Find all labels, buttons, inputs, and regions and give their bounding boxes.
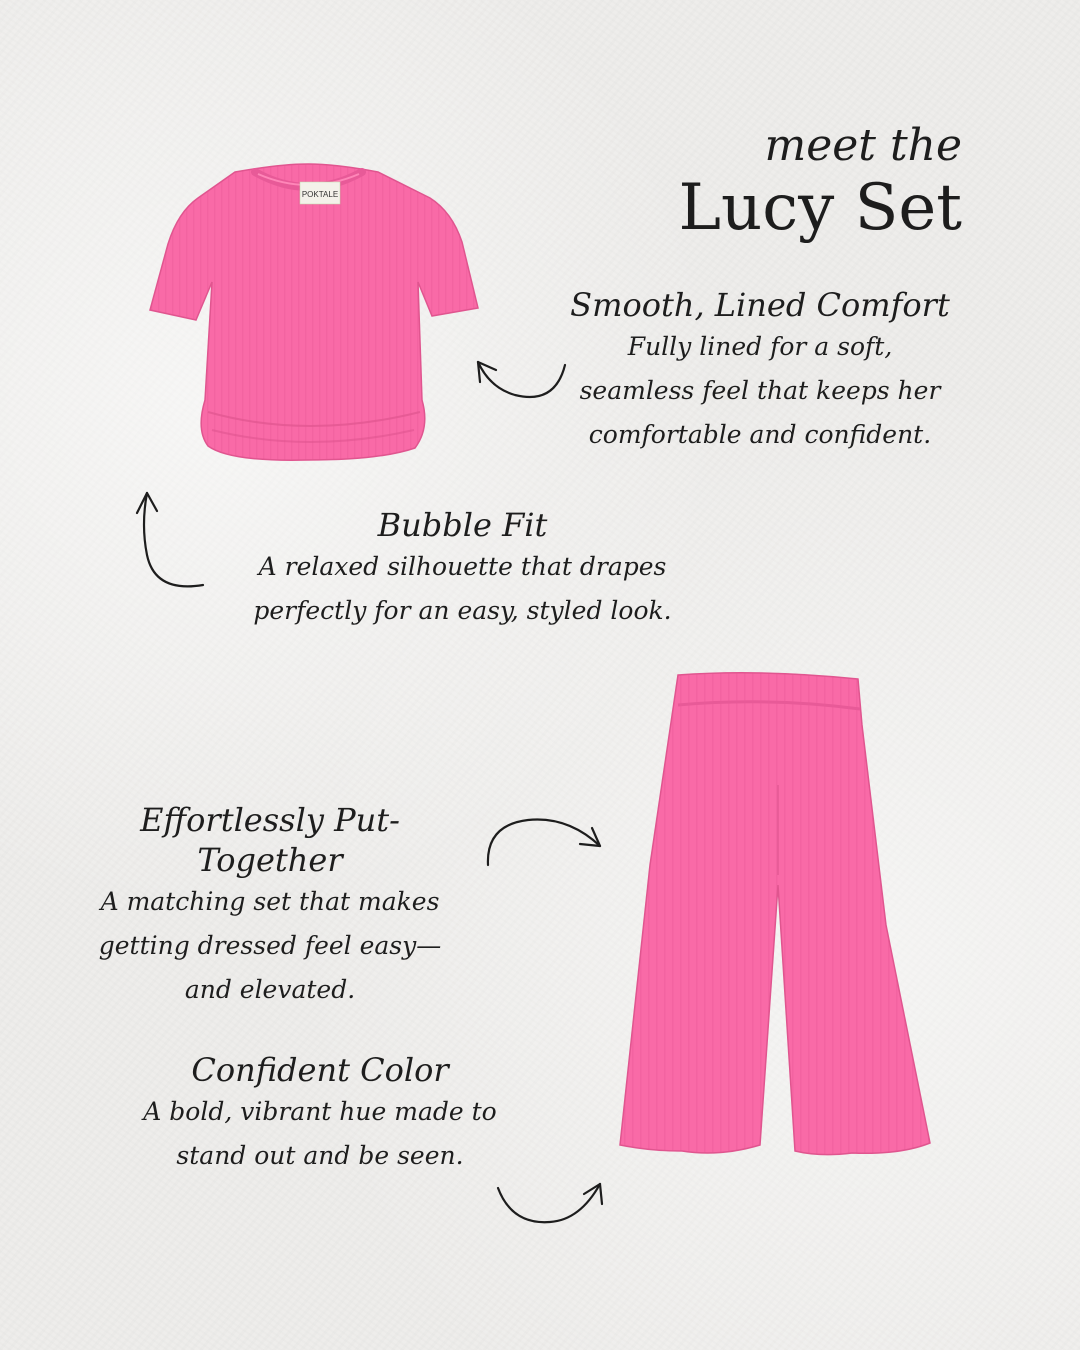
tshirt-image [130,150,500,470]
feature-description-line: A bold, vibrant hue made to [143,1097,497,1126]
feature-title: Effortlessly Put-Together [140,801,400,879]
feature-description [235,545,690,633]
feature-description-line: A relaxed silhouette that drapes [258,552,667,581]
feature-title: Smooth, Lined Comfort [570,286,950,324]
feature-description-line: perfectly for an easy, styled look. [253,596,672,625]
feature-confident-color [120,1050,520,1178]
feature-description-line: getting dressed feel easy— [98,931,442,960]
arrow-to-pants-hem-icon [490,1170,610,1230]
feature-description-line: comfortable and confident. [588,420,932,449]
feature-description-line: seamless feel that keeps her [579,376,941,405]
arrow-to-tshirt-icon [470,340,580,410]
feature-description [120,1090,520,1178]
arrow-up-left-icon [125,485,215,600]
feature-smooth-lined-comfort [560,285,960,457]
feature-bubble-fit [235,505,690,633]
feature-effortlessly-put-together [70,800,470,1012]
feature-description [70,880,470,1012]
feature-description-line: A matching set that makes [100,887,440,916]
arrow-to-pants-icon [480,810,610,875]
feature-description-line: and elevated. [184,975,356,1004]
feature-title: Confident Color [191,1051,449,1089]
tshirt-label-text: POKTALE [301,190,339,199]
title-line-2: Lucy Set [678,171,962,245]
feature-description-line: stand out and be seen. [176,1141,464,1170]
feature-title: Bubble Fit [377,506,548,544]
title-line-1: meet the [764,120,962,171]
feature-description [560,325,960,457]
feature-description-line: Fully lined for a soft, [627,332,893,361]
page-title [679,120,963,244]
pants-image [600,665,950,1185]
